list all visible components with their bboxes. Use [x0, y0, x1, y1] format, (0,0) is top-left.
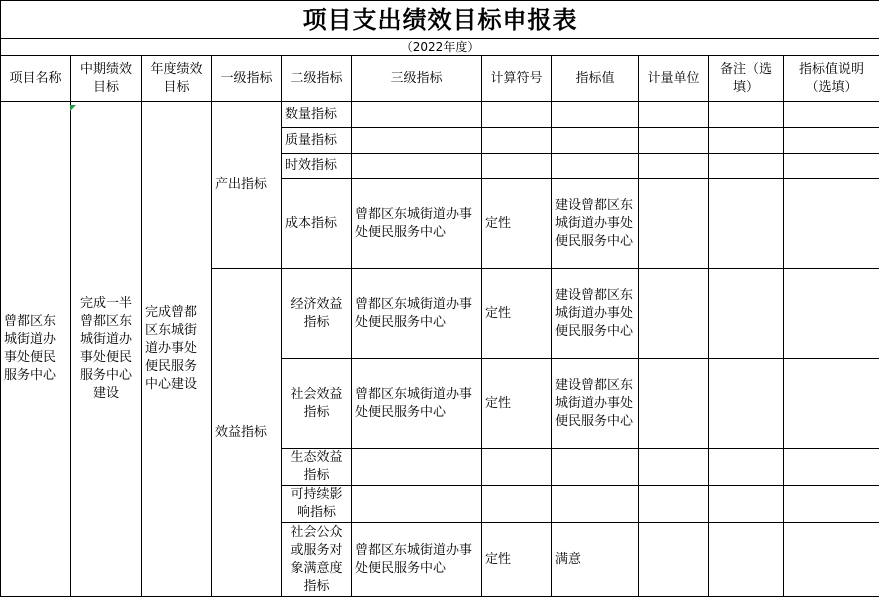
header-row: [1, 56, 879, 102]
value-desc-cell[interactable]: [784, 523, 879, 597]
calc-cell[interactable]: [482, 102, 552, 128]
calc-cell[interactable]: 定性: [482, 359, 552, 449]
value-cell[interactable]: 建设曾都区东城街道办事处便民服务中心: [552, 179, 639, 269]
table-title[interactable]: 项目支出绩效目标申报表: [1, 1, 879, 39]
calc-cell[interactable]: 定性: [482, 523, 552, 597]
level2-cell[interactable]: 时效指标: [282, 154, 352, 179]
remark-cell[interactable]: [709, 359, 784, 449]
level3-cell[interactable]: 曾都区东城街道办事处便民服务中心: [352, 179, 482, 269]
unit-cell[interactable]: [639, 523, 709, 597]
calc-cell[interactable]: [482, 154, 552, 179]
header-level2[interactable]: 二级指标: [282, 56, 352, 102]
calc-cell[interactable]: 定性: [482, 179, 552, 269]
value-desc-cell[interactable]: [784, 102, 879, 128]
comment-indicator-icon: [70, 105, 76, 111]
table-row: [1, 102, 879, 128]
level2-cell[interactable]: 生态效益指标: [282, 449, 352, 486]
calc-cell[interactable]: 定性: [482, 269, 552, 359]
annual-target-cell[interactable]: 完成曾都区东城街道办事处便民服务中心建设: [142, 102, 212, 597]
level2-cell[interactable]: 社会效益指标: [282, 359, 352, 449]
level2-cell[interactable]: 经济效益指标: [282, 269, 352, 359]
table-year[interactable]: （2022年度）: [1, 39, 879, 56]
level3-cell[interactable]: 曾都区东城街道办事处便民服务中心: [352, 523, 482, 597]
unit-cell[interactable]: [639, 269, 709, 359]
calc-cell[interactable]: [482, 449, 552, 486]
value-desc-cell[interactable]: [784, 179, 879, 269]
level3-cell[interactable]: 曾都区东城街道办事处便民服务中心: [352, 269, 482, 359]
level2-cell[interactable]: 社会公众或服务对象满意度指标: [282, 523, 352, 597]
value-cell[interactable]: [552, 102, 639, 128]
unit-cell[interactable]: [639, 359, 709, 449]
project-name-cell[interactable]: 曾都区东城街道办事处便民服务中心: [1, 102, 71, 597]
remark-cell[interactable]: [709, 154, 784, 179]
value-desc-cell[interactable]: [784, 359, 879, 449]
value-desc-cell[interactable]: [784, 128, 879, 154]
level3-cell[interactable]: [352, 486, 482, 523]
value-cell[interactable]: [552, 154, 639, 179]
level1-benefit-cell[interactable]: 效益指标: [212, 269, 282, 597]
header-unit[interactable]: 计量单位: [639, 56, 709, 102]
level3-cell[interactable]: 曾都区东城街道办事处便民服务中心: [352, 359, 482, 449]
mid-target-cell[interactable]: 完成一半曾都区东城街道办事处便民服务中心建设: [71, 102, 142, 597]
remark-cell[interactable]: [709, 269, 784, 359]
level3-cell[interactable]: [352, 102, 482, 128]
level3-cell[interactable]: [352, 154, 482, 179]
value-cell[interactable]: [552, 486, 639, 523]
header-mid-target[interactable]: 中期绩效目标: [71, 56, 142, 102]
level3-cell[interactable]: [352, 128, 482, 154]
remark-cell[interactable]: [709, 486, 784, 523]
level2-cell[interactable]: 可持续影响指标: [282, 486, 352, 523]
value-cell[interactable]: 建设曾都区东城街道办事处便民服务中心: [552, 359, 639, 449]
unit-cell[interactable]: [639, 486, 709, 523]
header-annual-target[interactable]: 年度绩效目标: [142, 56, 212, 102]
level2-cell[interactable]: 质量指标: [282, 128, 352, 154]
level1-output-cell[interactable]: 产出指标: [212, 102, 282, 269]
remark-cell[interactable]: [709, 523, 784, 597]
remark-cell[interactable]: [709, 128, 784, 154]
unit-cell[interactable]: [639, 179, 709, 269]
header-project-name[interactable]: 项目名称: [1, 56, 71, 102]
value-desc-cell[interactable]: [784, 154, 879, 179]
header-level1[interactable]: 一级指标: [212, 56, 282, 102]
value-cell[interactable]: [552, 449, 639, 486]
header-level3[interactable]: 三级指标: [352, 56, 482, 102]
unit-cell[interactable]: [639, 154, 709, 179]
remark-cell[interactable]: [709, 102, 784, 128]
unit-cell[interactable]: [639, 449, 709, 486]
unit-cell[interactable]: [639, 128, 709, 154]
calc-cell[interactable]: [482, 128, 552, 154]
header-calc-symbol[interactable]: 计算符号: [482, 56, 552, 102]
remark-cell[interactable]: [709, 179, 784, 269]
header-value-desc[interactable]: 指标值说明（选填）: [784, 56, 879, 102]
value-cell[interactable]: 满意: [552, 523, 639, 597]
header-remark[interactable]: 备注（选填）: [709, 56, 784, 102]
level2-cell[interactable]: 数量指标: [282, 102, 352, 128]
value-cell[interactable]: 建设曾都区东城街道办事处便民服务中心: [552, 269, 639, 359]
value-cell[interactable]: [552, 128, 639, 154]
header-indicator-value[interactable]: 指标值: [552, 56, 639, 102]
level2-cell[interactable]: 成本指标: [282, 179, 352, 269]
level3-cell[interactable]: [352, 449, 482, 486]
unit-cell[interactable]: [639, 102, 709, 128]
value-desc-cell[interactable]: [784, 486, 879, 523]
remark-cell[interactable]: [709, 449, 784, 486]
calc-cell[interactable]: [482, 486, 552, 523]
value-desc-cell[interactable]: [784, 449, 879, 486]
value-desc-cell[interactable]: [784, 269, 879, 359]
